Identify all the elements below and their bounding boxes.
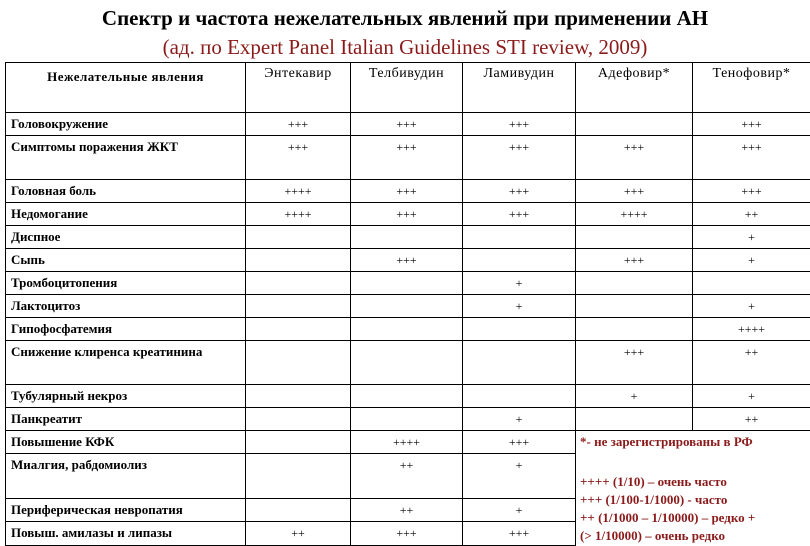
frequency-cell <box>463 318 576 341</box>
frequency-cell: ++ <box>693 341 810 385</box>
footnote-and-legend <box>576 431 810 546</box>
frequency-cell <box>351 318 463 341</box>
frequency-cell: +++ <box>463 431 576 454</box>
frequency-cell <box>246 408 351 431</box>
frequency-cell: +++ <box>463 522 576 545</box>
row-label: Снижение клиренса креатинина <box>6 341 246 385</box>
row-label: Повышение КФК <box>6 431 246 454</box>
frequency-cell: + <box>463 295 576 318</box>
frequency-cell <box>246 272 351 295</box>
row-label: Повыш. амилазы и липазы <box>6 522 246 545</box>
row-label: Сыпь <box>6 249 246 272</box>
frequency-cell: +++ <box>576 341 693 385</box>
frequency-cell <box>246 341 351 385</box>
legend-item: ++ (1/1000 – 1/10000) – редко + <box>580 509 810 527</box>
frequency-cell: ++ <box>693 408 810 431</box>
column-header-adefovir: Адефовир* <box>576 63 693 113</box>
frequency-cell <box>246 226 351 249</box>
row-label: Тромбоцитопения <box>6 272 246 295</box>
frequency-cell: +++ <box>351 203 463 226</box>
page-title: Спектр и частота нежелательных явлений при применении АН <box>0 6 810 31</box>
row-label: Лактоцитоз <box>6 295 246 318</box>
row-label: Тубулярный некроз <box>6 385 246 408</box>
column-header-events: Нежелательные явления <box>6 63 246 113</box>
frequency-cell: +++ <box>246 113 351 136</box>
frequency-cell <box>463 385 576 408</box>
frequency-cell: +++ <box>463 203 576 226</box>
row-label: Головная боль <box>6 180 246 203</box>
frequency-cell <box>246 385 351 408</box>
frequency-cell <box>693 272 810 295</box>
frequency-cell <box>576 113 693 136</box>
table-row <box>6 203 810 226</box>
page-subtitle: (ад. по Expert Panel Italian Guidelines STI review, 2009) <box>0 35 810 60</box>
table-row <box>6 318 810 341</box>
table-row <box>6 385 810 408</box>
frequency-cell: ++++ <box>351 431 463 454</box>
frequency-cell: + <box>693 249 810 272</box>
frequency-cell: +++ <box>693 180 810 203</box>
legend-item: +++ (1/100-1/1000) - часто <box>580 491 810 509</box>
row-label: Диспное <box>6 226 246 249</box>
table-row <box>6 272 810 295</box>
frequency-cell <box>576 408 693 431</box>
frequency-cell: +++ <box>246 136 351 180</box>
frequency-cell: +++ <box>576 136 693 180</box>
frequency-cell: ++++ <box>576 203 693 226</box>
frequency-cell <box>246 295 351 318</box>
legend-item: ++++ (1/10) – очень часто <box>580 473 810 491</box>
frequency-cell: +++ <box>351 249 463 272</box>
adverse-events-table <box>5 62 810 546</box>
frequency-cell: ++++ <box>246 203 351 226</box>
frequency-cell <box>576 272 693 295</box>
frequency-cell <box>351 341 463 385</box>
frequency-cell: + <box>576 385 693 408</box>
frequency-cell <box>463 226 576 249</box>
footnote: *- не зарегистрированы в РФ <box>576 431 810 453</box>
frequency-cell <box>576 295 693 318</box>
row-label: Гипофосфатемия <box>6 318 246 341</box>
frequency-cell <box>246 249 351 272</box>
table-row <box>6 180 810 203</box>
table-row <box>6 226 810 249</box>
frequency-cell: +++ <box>463 136 576 180</box>
frequency-cell: +++ <box>576 249 693 272</box>
frequency-cell: ++++ <box>246 180 351 203</box>
column-header-lamivudine: Ламивудин <box>463 63 576 113</box>
frequency-cell: +++ <box>693 113 810 136</box>
frequency-cell <box>351 226 463 249</box>
column-header-tenofovir: Тенофовир* <box>693 63 810 113</box>
column-header-entecavir: Энтекавир <box>246 63 351 113</box>
frequency-cell: +++ <box>351 180 463 203</box>
row-label: Недомогание <box>6 203 246 226</box>
table-row <box>6 431 810 454</box>
frequency-cell: + <box>463 498 576 521</box>
frequency-cell: +++ <box>351 522 463 545</box>
frequency-cell <box>351 295 463 318</box>
row-label: Симптомы поражения ЖКТ <box>6 136 246 180</box>
frequency-cell: ++++ <box>693 318 810 341</box>
frequency-cell: ++ <box>351 454 463 499</box>
frequency-cell <box>246 431 351 454</box>
frequency-cell <box>351 408 463 431</box>
table-row <box>6 113 810 136</box>
legend-item: (> 1/10000) – очень редко <box>580 527 810 545</box>
frequency-cell: + <box>463 272 576 295</box>
frequency-cell: +++ <box>351 136 463 180</box>
table-row <box>6 341 810 385</box>
frequency-cell <box>576 226 693 249</box>
frequency-cell: ++ <box>246 522 351 545</box>
column-header-telbivudine: Телбивудин <box>351 63 463 113</box>
table-row <box>6 408 810 431</box>
frequency-cell <box>246 318 351 341</box>
row-label: Периферическая невропатия <box>6 498 246 521</box>
frequency-cell <box>246 498 351 521</box>
frequency-cell <box>463 249 576 272</box>
frequency-cell: ++ <box>351 498 463 521</box>
frequency-cell <box>351 272 463 295</box>
frequency-cell: + <box>463 454 576 499</box>
frequency-cell: +++ <box>351 113 463 136</box>
frequency-legend <box>576 473 810 545</box>
table-row <box>6 295 810 318</box>
frequency-cell: +++ <box>463 113 576 136</box>
frequency-cell <box>463 341 576 385</box>
frequency-cell <box>351 385 463 408</box>
frequency-cell <box>576 318 693 341</box>
frequency-cell: + <box>693 385 810 408</box>
frequency-cell: + <box>463 408 576 431</box>
frequency-cell: + <box>693 295 810 318</box>
row-label: Головокружение <box>6 113 246 136</box>
table-row <box>6 136 810 180</box>
frequency-cell: +++ <box>693 136 810 180</box>
frequency-cell <box>246 454 351 499</box>
frequency-cell: +++ <box>463 180 576 203</box>
frequency-cell: ++ <box>693 203 810 226</box>
row-label: Миалгия, рабдомиолиз <box>6 454 246 499</box>
table-row <box>6 249 810 272</box>
frequency-cell: +++ <box>576 180 693 203</box>
frequency-cell: + <box>693 226 810 249</box>
table-body <box>6 113 810 546</box>
row-label: Панкреатит <box>6 408 246 431</box>
